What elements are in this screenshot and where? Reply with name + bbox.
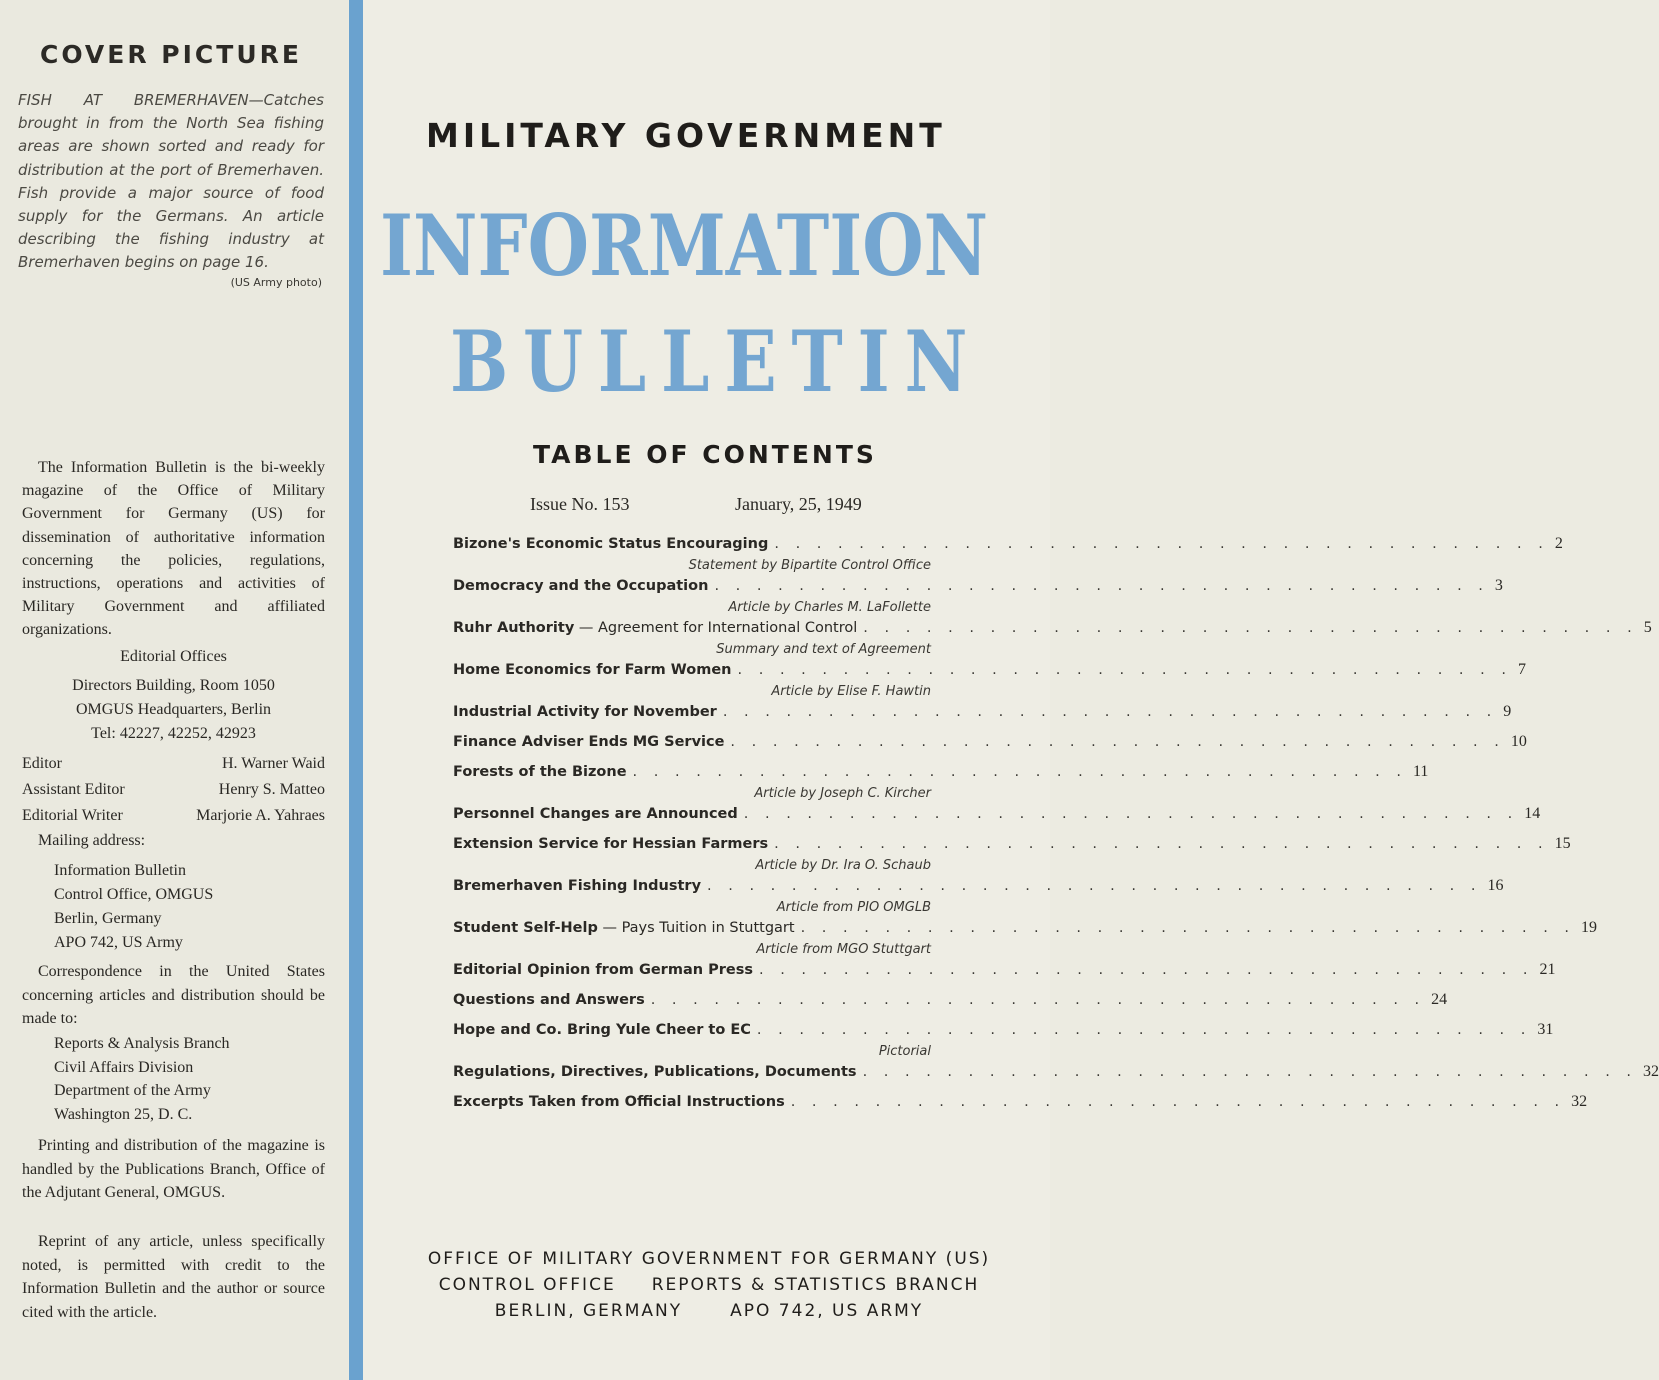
toc-page-number: 14	[1524, 805, 1541, 822]
toc-page-number: 7	[1517, 661, 1526, 678]
toc-dot-leader: . . . . . . . . . . . . . . . . . . . . . . . . . . . . . . . . . . . . .	[758, 962, 1534, 978]
toc-line	[453, 961, 1556, 981]
toc-entry-title	[453, 836, 768, 852]
toc-list	[453, 535, 1659, 1123]
toc-entry-subtitle: Article by Joseph C. Kircher	[754, 786, 931, 801]
issue-date: January, 25, 1949	[735, 494, 862, 514]
toc-title-text: Ruhr Authority	[453, 620, 575, 636]
toc-line	[453, 835, 1571, 855]
toc-dot-leader: . . . . . . . . . . . . . . . . . . . . . . . . . . . . . . . . . . . . .	[730, 734, 1505, 750]
toc-line	[453, 877, 1504, 897]
toc-entry-subtitle: Article by Dr. Ira O. Schaub	[755, 858, 931, 873]
toc-dot-leader: . . . . . . . . . . . . . . . . . . . . . . . . . . . . . . . . . . . . .	[862, 1064, 1638, 1080]
toc-page-number: 3	[1494, 577, 1503, 594]
toc-line	[453, 1063, 1659, 1083]
footer-city: BERLIN, GERMANY	[494, 1301, 683, 1321]
toc-entry	[453, 1093, 1588, 1113]
toc-page-number: 16	[1487, 877, 1504, 894]
toc-entry-title	[453, 734, 724, 750]
toc-dot-leader: . . . . . . . . . . . . . . . . . . . . . . . . . . . . . . . . . . . . .	[790, 1094, 1566, 1110]
toc-entry-title	[453, 704, 717, 720]
toc-line	[453, 733, 1527, 753]
correspondence-line: Civil Affairs Division	[54, 1058, 194, 1076]
cover-caption: FISH AT BREMERHAVEN—Catches brought in from the North Sea fishing areas are shown sorted and ready for distribution at the port of Bremerhaven. Fish provide a major source of food supply for the Germans. An article describing the fishing industry at Bremerhaven begins on page 16.	[18, 91, 324, 272]
toc-line	[453, 1093, 1588, 1113]
toc-entry-title	[453, 806, 738, 822]
toc-line	[453, 577, 1503, 597]
toc-entry-title	[453, 878, 701, 894]
toc-entry	[453, 805, 1541, 825]
toc-page-number: 9	[1503, 703, 1512, 720]
toc-entry	[453, 1063, 1659, 1083]
toc-entry-title	[453, 578, 708, 594]
toc-entry-title	[453, 1094, 785, 1110]
toc-entry	[453, 703, 1512, 723]
toc-page-number: 24	[1431, 991, 1448, 1008]
toc-line	[453, 763, 1429, 783]
printing-note: Printing and distribution of the magazine is handled by the Publications Branch, Office of the Adjutant General, OMGUS.	[22, 1137, 325, 1201]
toc-page-number: 2	[1554, 535, 1563, 552]
toc-title-text: Bremerhaven Fishing Industry	[453, 878, 702, 894]
mailing-line: Information Bulletin	[54, 862, 186, 879]
toc-title-text: Industrial Activity for November	[453, 704, 717, 720]
staff-name: H. Warner Waid	[221, 755, 325, 772]
toc-page-number: 15	[1554, 835, 1571, 852]
toc-entry	[453, 1021, 1554, 1063]
toc-dot-leader: . . . . . . . . . . . . . . . . . . . . . . . . . . . . . . . . . . . . .	[774, 836, 1549, 852]
toc-title-rest: — Pays Tuition in Stuttgart	[597, 920, 795, 936]
footer-apo: APO 742, US ARMY	[730, 1301, 924, 1321]
toc-dot-leader: . . . . . . . . . . . . . . . . . . . . . . . . . . . . . . . . . . . . .	[722, 704, 1498, 720]
about-bulletin-text: The Information Bulletin is the bi-weekly magazine of the Office of Military Government for Germany (US) for dissemination of authoritative information concerning the policies, regulations, instructions, operations and activities of Military Government and affiliated organizations.	[22, 459, 325, 639]
table-of-contents-heading: TABLE OF CONTENTS	[533, 440, 877, 469]
staff-name: Marjorie A. Yahraes	[196, 807, 325, 824]
toc-dot-leader: . . . . . . . . . . . . . . . . . . . . . . . . . . . . . . . . . . . . .	[650, 992, 1426, 1008]
toc-entry-title	[453, 1022, 751, 1038]
correspondence-text: Correspondence in the United States concerning articles and distribution should be made to:	[22, 963, 325, 1027]
toc-entry-title	[453, 962, 753, 978]
toc-title-text: Editorial Opinion from German Press	[453, 962, 753, 978]
toc-title-text: Personnel Changes are Announced	[453, 806, 738, 822]
staff-row	[22, 803, 325, 829]
footer-line	[426, 1298, 992, 1324]
toc-title-text: Finance Adviser Ends MG Service	[453, 734, 725, 750]
military-government-title: MILITARY GOVERNMENT	[426, 116, 946, 155]
staff-row	[22, 751, 325, 777]
staff-list	[22, 751, 325, 829]
correspondence-line: Washington 25, D. C.	[54, 1105, 193, 1123]
toc-dot-leader: . . . . . . . . . . . . . . . . . . . . . . . . . . . . . . . . . . . . .	[707, 878, 1482, 894]
toc-dot-leader: . . . . . . . . . . . . . . . . . . . . . . . . . . . . . . . . . . . . .	[632, 764, 1408, 780]
footer-control-office: CONTROL OFFICE	[438, 1275, 616, 1295]
toc-dot-leader: . . . . . . . . . . . . . . . . . . . . . . . . . . . . . . . . . . . . .	[737, 662, 1512, 678]
toc-entry-title	[453, 920, 795, 936]
toc-page-number: 32	[1571, 1093, 1588, 1110]
photo-credit: (US Army photo)	[230, 276, 322, 289]
correspondence-line: Reports & Analysis Branch	[54, 1035, 230, 1052]
toc-line	[453, 805, 1541, 825]
office-line: Directors Building, Room 1050	[72, 677, 275, 694]
toc-dot-leader: . . . . . . . . . . . . . . . . . . . . . . . . . . . . . . . . . . . . .	[800, 920, 1576, 936]
toc-page-number: 19	[1581, 919, 1598, 936]
toc-line	[453, 1021, 1554, 1041]
toc-title-text: Bizone's Economic Status Encouraging	[453, 536, 769, 552]
toc-entry-title	[453, 536, 768, 552]
mailing-line: Berlin, Germany	[54, 910, 162, 927]
toc-entry-subtitle: Statement by Bipartite Control Office	[688, 558, 931, 573]
toc-line	[453, 619, 1652, 639]
toc-line	[453, 661, 1526, 681]
mailing-address-label: Mailing address:	[38, 832, 146, 849]
staff-role: Assistant Editor	[22, 781, 125, 798]
footer-line: OFFICE OF MILITARY GOVERNMENT FOR GERMANY (US)	[427, 1249, 991, 1269]
toc-entry-subtitle: Article from PIO OMGLB	[776, 900, 931, 915]
toc-title-rest: — Agreement for International Control	[574, 620, 858, 636]
toc-title-text: Hope and Co. Bring Yule Cheer to EC	[453, 1022, 751, 1038]
toc-entry-title	[453, 764, 627, 780]
toc-entry	[453, 919, 1598, 961]
toc-entry-subtitle: Article from MGO Stuttgart	[756, 942, 931, 957]
toc-page-number: 11	[1413, 763, 1429, 780]
toc-entry	[453, 619, 1652, 661]
correspondence-address	[54, 1032, 230, 1126]
editorial-offices-title: Editorial Offices	[120, 648, 227, 665]
toc-entry	[453, 535, 1563, 577]
toc-line	[453, 919, 1598, 939]
toc-title-text: Democracy and the Occupation	[453, 578, 709, 594]
reprint-note: Reprint of any article, unless specifically noted, is permitted with credit to the Information Bulletin and the author or source cited with the article.	[22, 1233, 325, 1321]
toc-dot-leader: . . . . . . . . . . . . . . . . . . . . . . . . . . . . . . . . . . . . .	[714, 578, 1489, 594]
masthead-information: INFORMATION	[380, 196, 989, 295]
toc-page-number: 10	[1510, 733, 1527, 750]
toc-title-text: Extension Service for Hessian Farmers	[453, 836, 769, 852]
toc-dot-leader: . . . . . . . . . . . . . . . . . . . . . . . . . . . . . . . . . . . . .	[756, 1022, 1532, 1038]
toc-page-number: 31	[1537, 1021, 1554, 1038]
toc-entry-subtitle: Article by Elise F. Hawtin	[771, 684, 931, 699]
blue-divider	[349, 0, 363, 1380]
office-line: OMGUS Headquarters, Berlin	[75, 701, 272, 718]
mailing-address	[54, 859, 213, 955]
toc-entry	[453, 835, 1571, 877]
toc-dot-leader: . . . . . . . . . . . . . . . . . . . . . . . . . . . . . . . . . . . . .	[743, 806, 1519, 822]
toc-entry	[453, 877, 1504, 919]
toc-page-number: 5	[1643, 619, 1652, 636]
toc-entry	[453, 961, 1556, 981]
mailing-line: Control Office, OMGUS	[54, 886, 214, 903]
toc-entry-title	[453, 620, 857, 636]
staff-role: Editorial Writer	[22, 807, 123, 824]
toc-title-text: Home Economics for Farm Women	[453, 662, 732, 678]
toc-page-number: 21	[1539, 961, 1556, 978]
office-line: Tel: 42227, 42252, 42923	[91, 725, 256, 742]
toc-dot-leader: . . . . . . . . . . . . . . . . . . . . . . . . . . . . . . . . . . . . .	[863, 620, 1638, 636]
toc-title-text: Excerpts Taken from Official Instructions	[453, 1094, 785, 1110]
toc-entry-title	[453, 1064, 857, 1080]
toc-entry-subtitle: Summary and text of Agreement	[716, 642, 931, 657]
toc-entry	[453, 763, 1429, 805]
toc-dot-leader: . . . . . . . . . . . . . . . . . . . . . . . . . . . . . . . . . . . . .	[774, 536, 1549, 552]
toc-entry	[453, 733, 1527, 753]
mailing-line: APO 742, US Army	[54, 934, 183, 951]
footer-branch: REPORTS & STATISTICS BRANCH	[651, 1275, 980, 1295]
publisher-footer	[426, 1246, 992, 1324]
toc-title-text: Student Self-Help	[453, 920, 598, 936]
toc-line	[453, 535, 1563, 555]
toc-title-text: Regulations, Directives, Publications, Documents	[453, 1064, 857, 1080]
toc-title-text: Questions and Answers	[453, 992, 645, 1008]
toc-page-number: 32	[1643, 1063, 1659, 1080]
masthead-bulletin: BULLETIN	[450, 312, 983, 411]
correspondence-line: Department of the Army	[54, 1082, 211, 1099]
staff-name: Henry S. Matteo	[218, 781, 325, 798]
toc-title-text: Forests of the Bizone	[453, 764, 627, 780]
staff-role: Editor	[22, 755, 62, 772]
toc-entry	[453, 577, 1503, 619]
toc-entry	[453, 991, 1448, 1011]
editorial-offices-address	[22, 674, 325, 746]
cover-picture-heading: COVER PICTURE	[40, 40, 302, 69]
footer-line	[426, 1272, 992, 1298]
issue-number: Issue No. 153	[530, 494, 630, 514]
staff-row	[22, 777, 325, 803]
toc-entry-title	[453, 662, 732, 678]
toc-line	[453, 991, 1448, 1011]
toc-line	[453, 703, 1512, 723]
toc-entry	[453, 661, 1526, 703]
toc-entry-subtitle: Pictorial	[878, 1044, 931, 1059]
toc-entry-title	[453, 992, 645, 1008]
toc-entry-subtitle: Article by Charles M. LaFollette	[728, 600, 931, 615]
